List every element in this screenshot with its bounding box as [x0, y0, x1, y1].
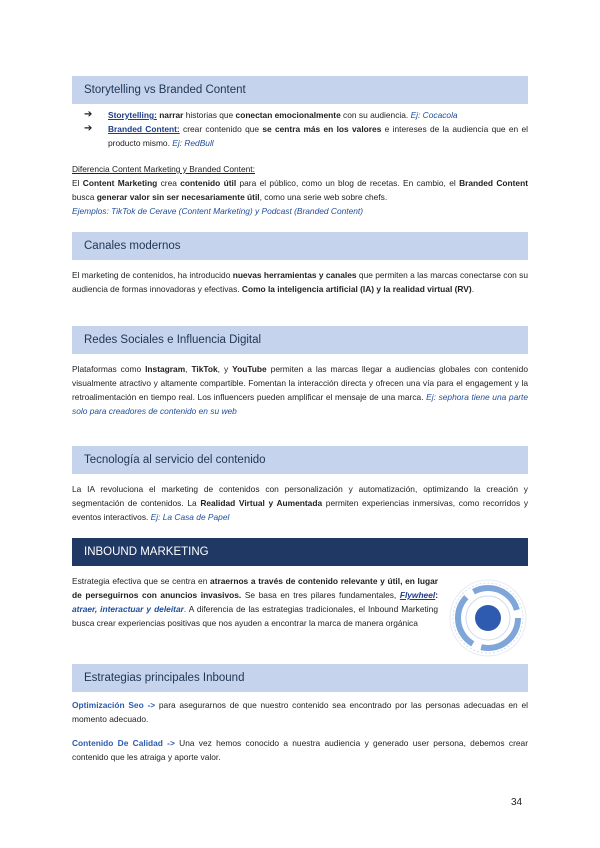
section-title: Redes Sociales e Influencia Digital [84, 334, 262, 346]
term-storytelling: Storytelling: [108, 110, 157, 120]
section-title: Tecnología al servicio del contenido [84, 454, 266, 466]
contenido-label: Contenido De Calidad -> [72, 738, 175, 748]
section-header-tecnologia [72, 446, 528, 474]
section-header-storytelling [72, 76, 528, 104]
diff-body: El Content Marketing crea contenido útil para el público, como un blog de recetas. En cambio, el Branded Content busca generar valor sin ser necesariamente útil, como una serie web sobre chefs. [72, 178, 528, 202]
section-title: Storytelling vs Branded Content [84, 84, 246, 96]
tecnologia-paragraph: La IA revoluciona el marketing de contenidos con personalización y automatización, optimizando la creación y segmentación de contenidos. La Realidad Virtual y Aumentada permiten experiencias inmersivas, como recorridos y eventos interactivos. Ej: La Casa de Papel [72, 484, 529, 522]
inbound-paragraph: Estrategia efectiva que se centra en atraernos a través de contenido relevante y útil, en lugar de perseguirnos con anuncios invasivos. Se basa en tres pilares fundamentales, Flywheel: atraer, interactuar y deleitar. A diferencia de las estrategias tradicionales, el Inbound Marketing busca crear experiencias positivas que nos ayuden a encontrar la marca de manera orgánica [72, 576, 438, 628]
section-header-inbound [72, 538, 528, 566]
section-header-canales [72, 232, 528, 260]
section-title: INBOUND MARKETING [84, 546, 209, 558]
estrategia-contenido: Contenido De Calidad -> Una vez hemos conocido a nuestra audiencia y generado user persona, debemos crear contenido que les atraiga y aporte valor. [72, 738, 528, 762]
arrow-right-icon: ➔ [84, 109, 93, 120]
examples-line: Ejemplos: TikTok de Cerave (Content Marketing) y Podcast (Branded Content) [72, 206, 364, 216]
bullet-branded-content: ➔ Branded Content: crear contenido que se centra más en los valores e intereses de la audiencia que en el producto mismo. Ej: RedBull [84, 123, 529, 148]
seo-label: Optimización Seo -> [72, 700, 156, 710]
diff-paragraph [72, 162, 528, 218]
section-header-redes [72, 326, 528, 354]
flywheel-diagram-icon [448, 578, 528, 658]
redes-paragraph: Plataformas como Instagram, TikTok, y YouTube permiten a las marcas llegar a audiencias globales con contenido visualmente atractivo y altamente compartible. Fomentan la interacción directa y ofrecen una vía para el engagement y la retroalimentación en tiempo real. Los influencers pueden amplificar el mensaje de una marca. Ej: sephora tiene una parte solo para creadores de contenido en su web [72, 364, 528, 416]
term-branded-content: Branded Content: [108, 124, 180, 134]
example-text: Ej: Cocacola [410, 110, 458, 120]
bullet-storytelling: ➔ Storytelling: narrar historias que conectan emocionalmente con su audiencia. Ej: Cocacola [84, 109, 458, 120]
arrow-right-icon: ➔ [84, 123, 93, 134]
section-title: Estrategias principales Inbound [84, 672, 245, 684]
example-text: Ej: sephora tiene una parte solo para creadores de contenido en su web [72, 392, 528, 416]
section-header-estrategias [72, 664, 528, 692]
example-text: Ej: RedBull [172, 138, 214, 148]
canales-paragraph: El marketing de contenidos, ha introducido nuevas herramientas y canales que permiten a las marcas conectarse con su audiencia de formas innovadoras y efectivas. Como la inteligencia artificial (IA) y la realidad virtual (RV). [72, 270, 528, 294]
flywheel-term: Flywheel [399, 590, 436, 600]
page-number: 34 [511, 797, 523, 808]
storytelling-bullets [72, 108, 528, 150]
diff-heading: Diferencia Content Marketing y Branded Content: [72, 164, 255, 174]
estrategia-seo: Optimización Seo -> para asegurarnos de que nuestro contenido sea encontrado por las personas adecuadas en el momento adecuado. [72, 700, 528, 724]
example-text: Ej: La Casa de Papel [150, 512, 230, 522]
section-title: Canales modernos [84, 240, 181, 252]
